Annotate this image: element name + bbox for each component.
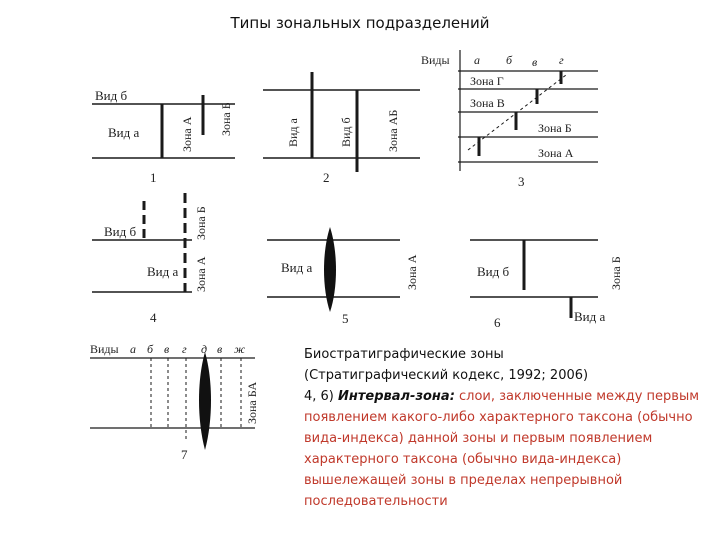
d6-number: 6 <box>494 315 501 330</box>
d1-label-vid-a: Вид а <box>108 125 140 140</box>
caption-term-prefix: 4, 6) <box>304 389 339 404</box>
d1-label-zone-b: Зона Б <box>219 102 233 136</box>
d3-zone-a: Зона А <box>538 146 574 160</box>
d6-label-zone-b: Зона Б <box>609 256 623 290</box>
d7-number: 7 <box>181 447 188 462</box>
d7-label-zone-ba: Зона БА <box>245 381 259 424</box>
d4-label-vid-a: Вид а <box>147 264 179 279</box>
d1-label-zone-a: Зона А <box>180 116 194 152</box>
d4-number: 4 <box>150 310 157 325</box>
caption-term: Интервал-зона: <box>338 389 455 404</box>
d7-species-zh: ж <box>234 342 246 356</box>
d7-species-a: а <box>130 342 136 356</box>
d5-number: 5 <box>342 311 349 326</box>
d3-zone-v: Зона В <box>470 96 505 110</box>
d3-number: 3 <box>518 174 525 189</box>
page-title: Типы зональных подразделений <box>230 14 490 32</box>
caption-source: (Стратиграфический кодекс, 1992; 2006) <box>304 368 589 383</box>
d6-label-vid-a: Вид а <box>574 309 606 324</box>
d2-number: 2 <box>323 170 330 185</box>
d7-species-label: Виды <box>90 342 119 356</box>
d7-species-g: г <box>182 342 187 356</box>
d7-abundance-lens <box>199 352 211 450</box>
diagram-6 <box>470 240 598 318</box>
d4-label-zone-a: Зона А <box>194 256 208 292</box>
d2-label-vid-b: Вид б <box>339 117 353 147</box>
d1-number: 1 <box>150 170 157 185</box>
d4-label-zone-b: Зона Б <box>194 206 208 240</box>
d4-label-vid-b: Вид б <box>104 224 137 239</box>
d3-species-label: Виды <box>421 53 450 67</box>
caption-definition-block <box>304 386 714 512</box>
d3-species-b: б <box>506 53 513 67</box>
d3-species-v: в <box>532 55 538 69</box>
caption <box>304 344 714 512</box>
d6-label-vid-b: Вид б <box>477 264 510 279</box>
d2-label-vid-a: Вид а <box>286 118 300 147</box>
d7-species-d: д <box>201 342 208 356</box>
d7-species-v1: в <box>164 342 170 356</box>
d1-label-vid-b: Вид б <box>95 88 128 103</box>
d2-label-zone-ab: Зона АБ <box>386 109 400 152</box>
d3-zone-g: Зона Г <box>470 74 504 88</box>
d5-label-zone-a: Зона А <box>405 254 419 290</box>
diagram-7 <box>90 352 255 450</box>
d7-species-b: б <box>147 342 154 356</box>
d5-label-vid-a: Вид а <box>281 260 313 275</box>
d3-zone-b: Зона Б <box>538 121 572 135</box>
d3-species-g: г <box>559 53 564 67</box>
d3-species-a: а <box>474 53 480 67</box>
d7-species-v2: в <box>217 342 223 356</box>
diagram-3 <box>458 50 598 171</box>
caption-heading: Биостратиграфические зоны <box>304 347 504 362</box>
caption-definition: слои, заключенные между первым появлением какого-либо характерного таксона (обычно вида-индекса) данной зоны и первым появлением характерного таксона (обычно вида-индекса) вышележащей зоны в пределах непрерывной последовательности <box>304 389 700 509</box>
